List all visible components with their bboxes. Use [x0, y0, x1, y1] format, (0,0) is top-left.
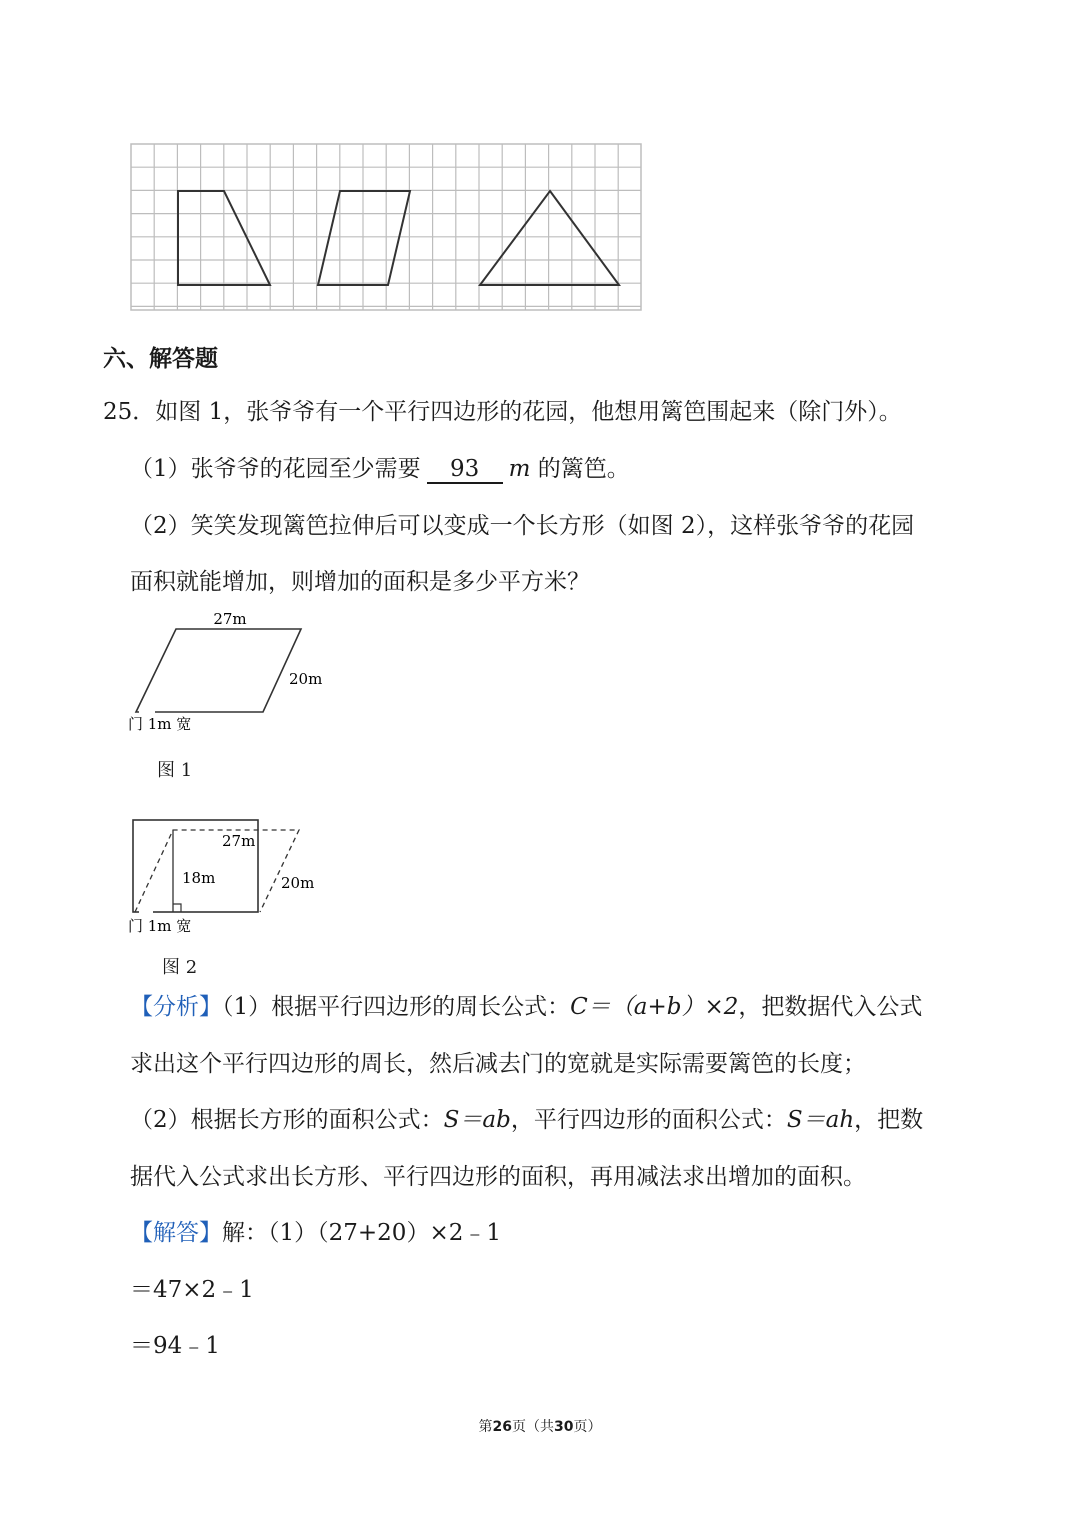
- part1-unit: m: [508, 456, 531, 482]
- figure2-top-label: 27m: [222, 832, 256, 850]
- figure1-top-label: 27m: [213, 610, 247, 628]
- solution-tag: 【解答】: [130, 1220, 222, 1246]
- parallelogram-area-formula: S＝ah: [786, 1107, 855, 1133]
- part1-prefix: （1）张爷爷的花园至少需要: [130, 456, 421, 482]
- section-title: 六、解答题: [103, 346, 218, 372]
- figure2-door-label: 门 1m 宽: [128, 917, 192, 935]
- answer-blank: 93: [427, 456, 503, 484]
- grid-figure: [130, 143, 644, 313]
- part1-suffix: 的篱笆。: [537, 456, 630, 482]
- footer-middle: 页（共: [512, 1419, 554, 1435]
- solution-line2: ＝47×2﹣1: [130, 1277, 254, 1303]
- footer-prefix: 第: [478, 1419, 493, 1435]
- part1-line: [130, 454, 630, 484]
- analysis-text-3c: ，把数: [854, 1107, 924, 1133]
- analysis-text-3b: ，平行四边形的面积公式：: [510, 1107, 787, 1133]
- page-footer: [0, 1416, 1080, 1436]
- part2-line2: 面积就能增加，则增加的面积是多少平方米？: [130, 569, 590, 595]
- figure2-height-label: 18m: [182, 869, 216, 887]
- footer-suffix: 页）: [573, 1419, 602, 1435]
- analysis-line1: [130, 992, 922, 1022]
- figure1-side-label: 20m: [289, 670, 323, 688]
- question-line: [103, 397, 902, 427]
- total-pages: 30: [554, 1419, 574, 1435]
- analysis-text-1: （1）根据平行四边形的周长公式：: [222, 994, 571, 1020]
- solution-line1: [130, 1218, 501, 1248]
- page-number: 26: [492, 1419, 512, 1435]
- analysis-line3: [130, 1105, 923, 1135]
- figure2-caption: 图 2: [162, 957, 198, 978]
- rectangle-area-formula: S＝ab: [443, 1107, 511, 1133]
- analysis-line2: 求出这个平行四边形的周长，然后减去门的宽就是实际需要篱笆的长度；: [130, 1051, 866, 1077]
- solution-line3: ＝94﹣1: [130, 1333, 220, 1359]
- analysis-text-3a: （2）根据长方形的面积公式：: [130, 1107, 444, 1133]
- question-text: 如图 1，张爷爷有一个平行四边形的花园，他想用篱笆围起来（除门外）。: [155, 399, 902, 425]
- perimeter-formula: C＝（a+b）×2: [570, 994, 739, 1020]
- question-number: 25．: [103, 399, 156, 425]
- solution-step-1: 解：（1）（27+20）×2﹣1: [222, 1220, 501, 1246]
- part2-line1: （2）笑笑发现篱笆拉伸后可以变成一个长方形（如图 2），这样张爷爷的花园: [130, 513, 915, 539]
- analysis-text-1-end: ，把数据代入公式: [738, 994, 923, 1020]
- figure1-door-label: 门 1m 宽: [128, 715, 192, 733]
- figure1-caption: 图 1: [157, 760, 193, 781]
- figure2-side-label: 20m: [281, 874, 315, 892]
- figure-2: [125, 812, 345, 942]
- analysis-line4: 据代入公式求出长方形、平行四边形的面积，再用减法求出增加的面积。: [130, 1164, 866, 1190]
- figure-1: [125, 605, 345, 735]
- analysis-tag: 【分析】: [130, 994, 222, 1020]
